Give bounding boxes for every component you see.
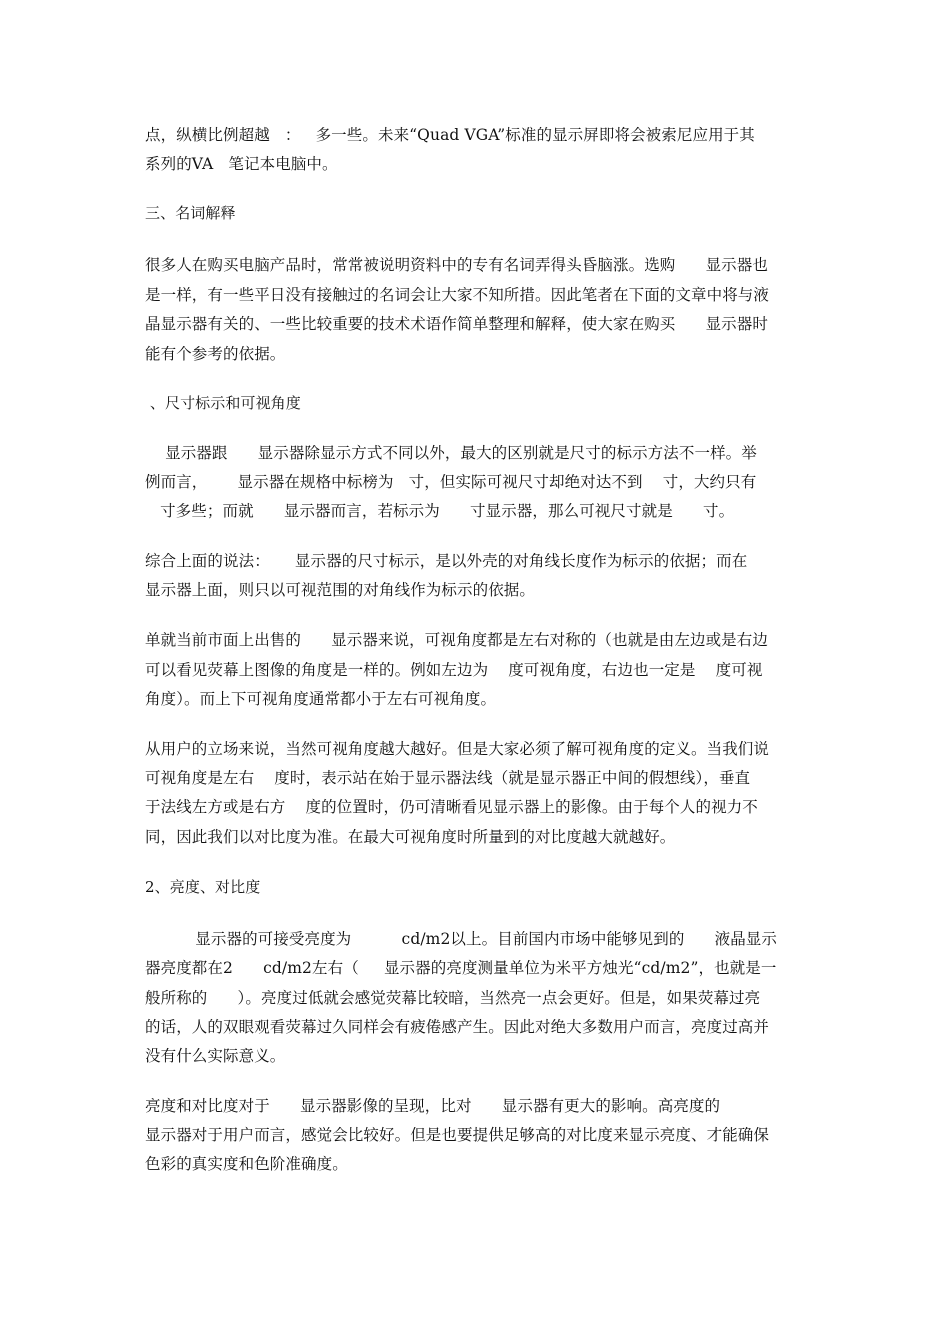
text-line: 器亮度都在2 cd/m2左右（ 显示器的亮度测量单位为米平方烛光“cd/m2”，也就是一 <box>145 959 777 977</box>
text-line: 单就当前市面上出售的 显示器来说，可视角度都是左右对称的（也就是由左边或是右边 <box>145 631 768 649</box>
text-line: 可以看见荧幕上图像的角度是一样的。例如左边为 度可视角度，右边也一定是 度可视 <box>145 661 763 679</box>
text-line: 很多人在购买电脑产品时，常常被说明资料中的专有名词弄得头昏脑涨。选购 显示器也 <box>145 256 768 274</box>
text-line: 是一样，有一些平日没有接触过的名词会让大家不知所措。因此笔者在下面的文章中将与液 <box>145 286 770 304</box>
text-line: 于法线左方或是右方 度的位置时，仍可清晰看见显示器上的影像。由于每个人的视力不 <box>145 798 758 816</box>
text-line: 显示器跟 显示器除显示方式不同以外，最大的区别就是尺寸的标示方法不一样。举 <box>145 444 757 462</box>
text-line: 同，因此我们以对比度为准。在最大可视角度时所量到的对比度越大就越好。 <box>145 828 676 846</box>
subsection-heading: 、尺寸标示和可视角度 <box>145 394 301 412</box>
text-line: 显示器的可接受亮度为 cd/m2以上。目前国内市场中能够见到的 液晶显示 <box>145 930 777 948</box>
text-line: 寸多些；而就 显示器而言，若标示为 寸显示器，那么可视尺寸就是 寸。 <box>145 502 735 520</box>
text-line: 能有个参考的依据。 <box>145 345 286 363</box>
text-line: 角度）。而上下可视角度通常都小于左右可视角度。 <box>145 690 497 708</box>
text-line: 例而言， 显示器在规格中标榜为 寸，但实际可视尺寸却绝对达不到 寸，大约只有 <box>145 473 757 491</box>
text-line: 可视角度是左右 度时，表示站在始于显示器法线（就是显示器正中间的假想线），垂直 <box>145 769 751 787</box>
subsection-heading: 2、亮度、对比度 <box>145 878 261 896</box>
text-line: 色彩的真实度和色阶准确度。 <box>145 1155 348 1173</box>
text-line: 的话，人的双眼观看荧幕过久同样会有疲倦感产生。因此对绝大多数用户而言，亮度过高并 <box>145 1018 770 1036</box>
text-line: 系列的VA 笔记本电脑中。 <box>145 155 338 173</box>
text-line: 点，纵横比例超越 ： 多一些。未来“Quad VGA”标准的显示屏即将会被索尼应用于其 <box>145 126 755 144</box>
text-line: 综合上面的说法： 显示器的尺寸标示，是以外壳的对角线长度作为标示的依据；而在 <box>145 552 748 570</box>
text-line: 显示器上面，则只以可视范围的对角线作为标示的依据。 <box>145 581 536 599</box>
text-line: 显示器对于用户而言，感觉会比较好。但是也要提供足够高的对比度来显示亮度、才能确保 <box>145 1126 770 1144</box>
text-line: 晶显示器有关的、一些比较重要的技术术语作简单整理和解释，使大家在购买 显示器时 <box>145 315 768 333</box>
text-line: 从用户的立场来说，当然可视角度越大越好。但是大家必须了解可视角度的定义。当我们说 <box>145 740 770 758</box>
text-line: 亮度和对比度对于 显示器影像的呈现，比对 显示器有更大的影响。高亮度的 <box>145 1097 721 1115</box>
section-heading: 三、名词解释 <box>145 204 236 222</box>
text-line: 没有什么实际意义。 <box>145 1047 286 1065</box>
text-line: 般所称的 ）。亮度过低就会感觉荧幕比较暗，当然亮一点会更好。但是，如果荧幕过亮 <box>145 989 761 1007</box>
